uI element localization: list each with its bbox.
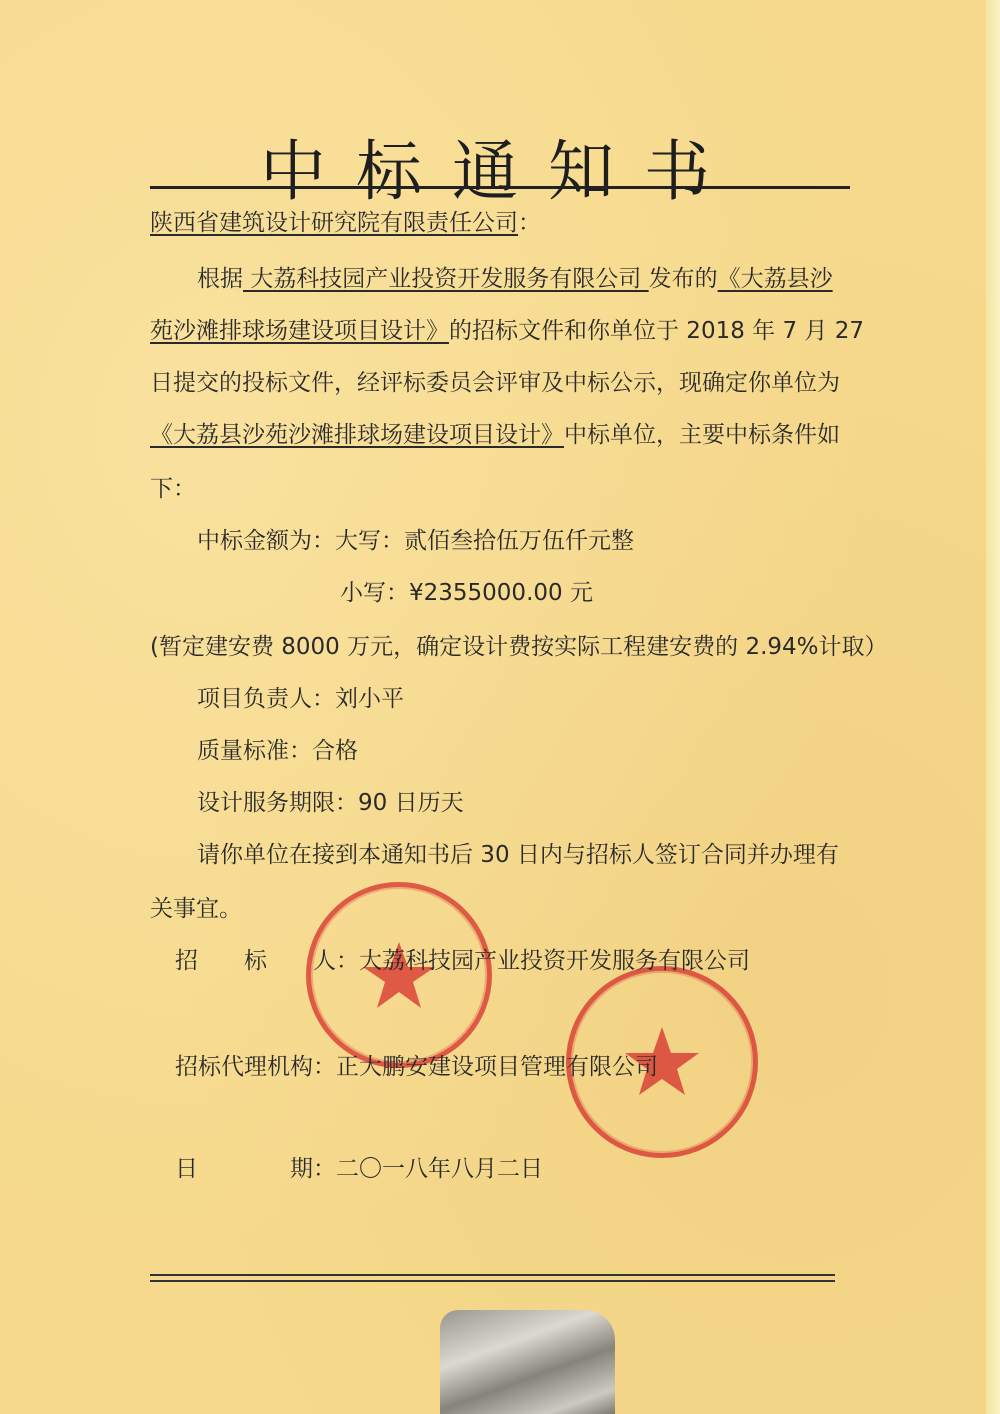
- quality-value: 合格: [312, 738, 358, 764]
- body-text: 根据: [197, 266, 243, 292]
- agent-signature-line: [175, 1052, 658, 1082]
- date-label: 日 期：: [175, 1156, 336, 1182]
- amount-upper-value: 贰佰叁拾伍万伍仟元整: [404, 528, 634, 554]
- body-line-5: [150, 474, 196, 504]
- award-amount-upper: [197, 526, 634, 556]
- closing-line-2: [150, 894, 242, 924]
- tenderer-value: 大荔科技园产业投资开发服务有限公司: [359, 948, 750, 974]
- closing-text: 关事宜。: [150, 896, 242, 922]
- closing-line-1: [197, 840, 839, 870]
- bottom-double-rule: [150, 1274, 835, 1282]
- quality-line: [197, 736, 358, 766]
- recipient-colon: ：: [518, 210, 541, 236]
- amount-lower-value: ¥2355000.00 元: [409, 580, 593, 606]
- date-line: [175, 1154, 543, 1184]
- period-line: [197, 788, 464, 818]
- amount-lower-label: 小写：: [340, 580, 409, 606]
- body-text: 的招标文件和你单位于 2018 年 7 月 27: [449, 318, 864, 344]
- body-text: 日提交的投标文件，经评标委员会评审及中标公示，现确定你单位为: [150, 370, 840, 396]
- recipient-name: 陕西省建筑设计研究院有限责任公司: [150, 210, 518, 236]
- award-amount-lower: [340, 578, 593, 608]
- fee-note: [150, 632, 888, 662]
- project-name-part2: 苑沙滩排球场建设项目设计》: [150, 318, 449, 344]
- date-value: 二〇一八年八月二日: [336, 1156, 543, 1182]
- body-line-2: [150, 316, 864, 346]
- tenderer-label: 招 标 人：: [175, 948, 359, 974]
- period-value: 90 日历天: [358, 790, 464, 816]
- tape-scrap: [440, 1310, 615, 1414]
- tenderer-name: 大荔科技园产业投资开发服务有限公司: [243, 266, 649, 292]
- fee-note-text: (暂定建安费 8000 万元，确定设计费按实际工程建安费的 2.94%计取）: [150, 634, 888, 660]
- body-line-4: [150, 420, 840, 450]
- manager-line: [197, 684, 404, 714]
- amount-label: 中标金额为：大写：: [197, 528, 404, 554]
- manager-value: 刘小平: [335, 686, 404, 712]
- project-name-part1: 《大荔县沙: [717, 266, 833, 292]
- closing-text: 请你单位在接到本通知书后 30 日内与招标人签订合同并办理有: [197, 842, 839, 868]
- tenderer-signature-line: [175, 946, 750, 976]
- body-line-1: [197, 264, 833, 294]
- agent-label: 招标代理机构：: [175, 1054, 336, 1080]
- document-title: 中标通知书: [260, 133, 740, 210]
- period-label: 设计服务期限：: [197, 790, 358, 816]
- body-text: 下：: [150, 476, 196, 502]
- quality-label: 质量标准：: [197, 738, 312, 764]
- body-line-3: [150, 368, 840, 398]
- agent-value: 正大鹏安建设项目管理有限公司: [336, 1054, 658, 1080]
- title-underline: [150, 186, 850, 189]
- project-name-full: 《大荔县沙苑沙滩排球场建设项目设计》: [150, 422, 564, 448]
- manager-label: 项目负责人：: [197, 686, 335, 712]
- body-text: 中标单位，主要中标条件如: [564, 422, 840, 448]
- recipient-line: [150, 208, 541, 238]
- paper-edge: [986, 0, 1000, 1414]
- body-text: 发布的: [648, 266, 718, 292]
